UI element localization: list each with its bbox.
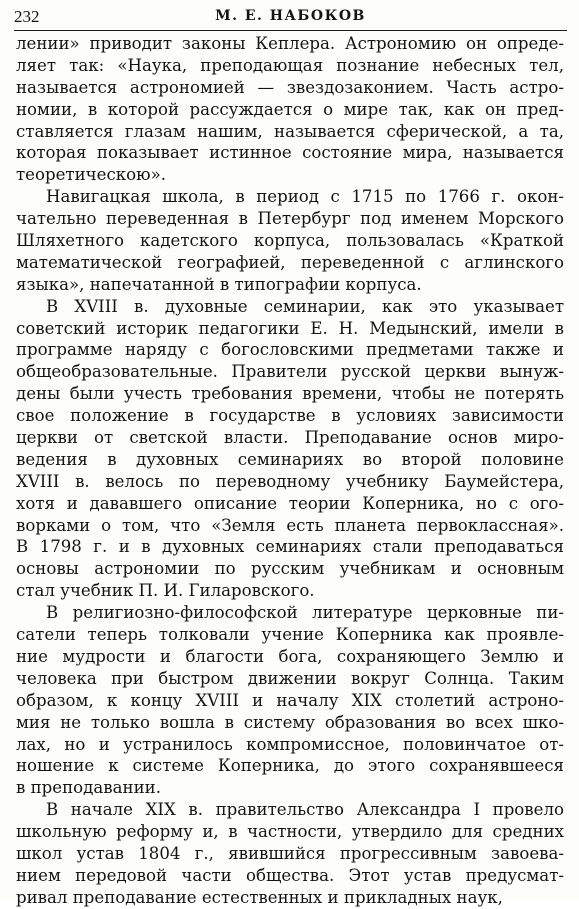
text-line: чательно переведенная в Петербург под именем Морского [16,209,564,229]
text-line: которая показывает истинное состояние мира, называется [16,143,564,163]
text-line: В начале XIX в. правительство Александра I провело [46,800,564,820]
text-line: основы астрономии по русским учебникам и основным [16,559,564,579]
text-line: теоретическою». [16,165,166,185]
text-line: лах, но и устранилось компромиссное, половинчатое от- [16,734,564,754]
text-line: ляет так: «Наука, преподающая познание небесных тел, [16,55,564,75]
text-line: стал учебник П. И. Гиларовского. [16,581,315,601]
text-line: дены были учесть требования времени, чтобы не потерять [16,384,564,404]
text-line: свое положение в государстве в условиях зависимости [16,406,564,426]
text-line: ривал преподавание естественных и прикладных наук, [16,887,503,907]
text-line: школ устав 1804 г., явившийся прогрессивным завоева- [16,843,564,863]
text-line: общеобразовательные. Правители русской церкви вынуж- [16,362,564,382]
text-line: Шляхетного кадетского корпуса, пользовалась «Краткой [16,231,564,251]
page-number: 232 [14,7,40,26]
text-line: церкви от светской власти. Преподавание основ миро- [16,428,564,448]
running-title: М. Е. НАБОКОВ [215,8,366,24]
text-line: ведения в духовных семинариях во второй половине [16,449,564,469]
paragraph [16,186,564,295]
text-line: советский историк педагогики Е. Н. Медынский, имели в [16,318,564,338]
text-line: ние мудрости и благости бога, сохраняющего Землю и [16,646,564,666]
text-line: В XVIII в. духовные семинарии, как это указывает [46,296,564,316]
text-line: математической географией, переведенной с аглинского [16,252,564,272]
text-line: программе наряду с богословскими предметами также и [16,340,564,360]
paragraph [16,296,564,602]
text-line: ставляется глазам нашим, называется сферической, а та, [16,121,564,141]
text-line: Навигацкая школа, в период с 1715 по 1766 г. окон- [46,187,564,207]
text-line: мия не только вошла в систему образования во всех шко- [16,712,564,732]
text-line: называется астрономией — звездозаконием. Часть астро- [16,77,564,97]
text-line: В религиозно-философской литературе церковные пи- [46,603,564,623]
text-line: ношение к системе Коперника, до этого сохранявшееся [16,756,564,776]
text-line: XVIII в. велось по переводному учебнику Баумейстера, [16,471,564,491]
text-line: хотя и дававшего описание теории Коперника, но с ого- [16,493,564,513]
text-line: человека при быстром движении вокруг Солнца. Таким [16,668,564,688]
paragraph [16,33,564,186]
text-line: В 1798 г. и в духовных семинариях стали преподаваться [16,537,564,557]
text-line: языка», напечатанной в типографии корпуса. [16,274,422,294]
text-line: образом, к концу XVIII и началу XIX столетий астроно- [16,690,564,710]
paragraph [16,799,564,908]
text-line: нием передовой части общества. Этот устав предусмат- [16,865,564,885]
text-line: номии, в которой рассуждается о мире так, как он пред- [16,99,564,119]
text-line: сатели теперь толковали учение Коперника как проявле- [16,625,564,645]
body-text [16,33,564,909]
text-line: лении» приводит законы Кеплера. Астрономию он опреде- [16,34,564,53]
text-line: ворками о том, что «Земля есть планета первоклассная». [16,515,564,535]
text-line: школьную реформу и, в частности, утвердило для средних [16,822,564,842]
text-line: в преподавании. [16,778,161,798]
paragraph [16,602,564,799]
running-head [14,4,567,31]
